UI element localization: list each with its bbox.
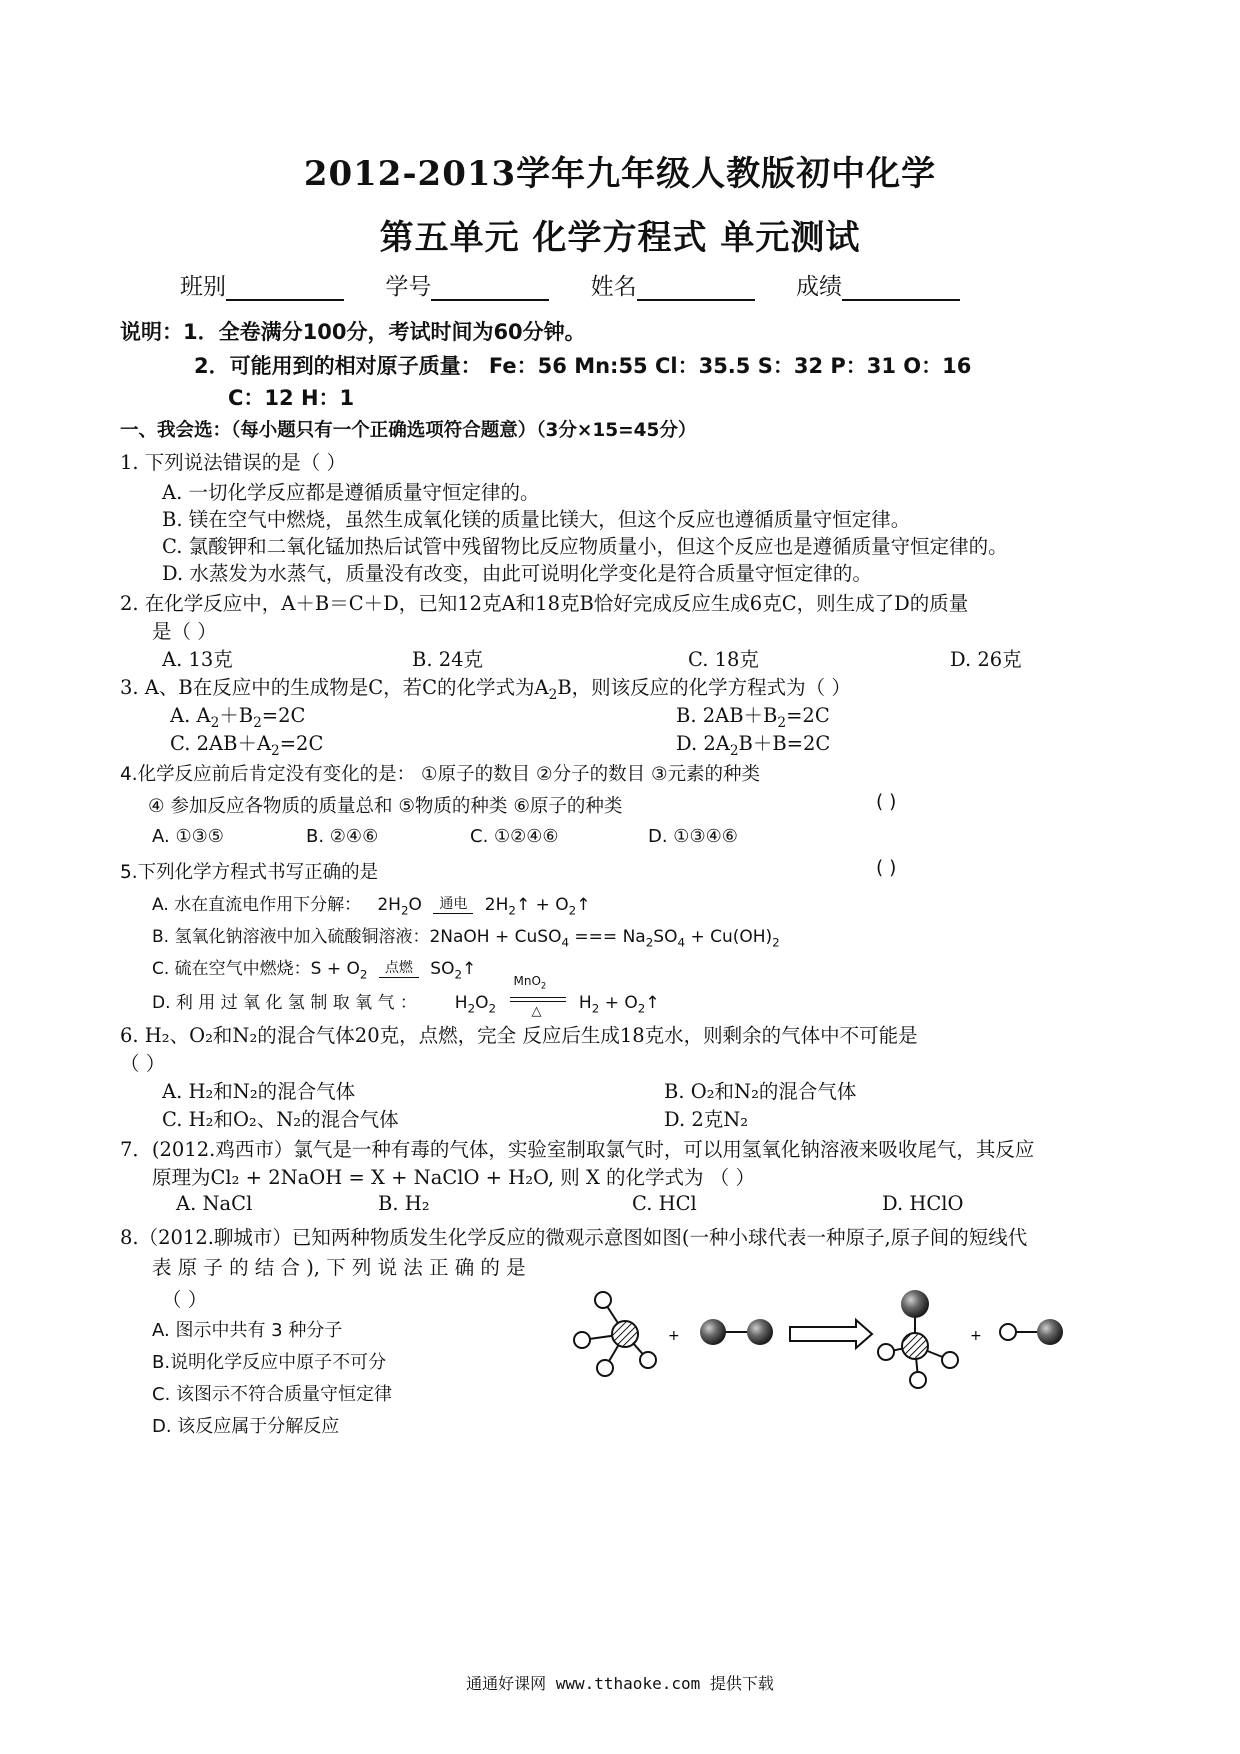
q6-option-a[interactable]: A. H₂和N₂的混合气体 bbox=[162, 1080, 356, 1103]
q5-option-b[interactable]: B. 氢氧化钠溶液中加入硫酸铜溶液：2NaOH + CuSO$_4$ === $Na_2SO_4 + Cu(OH)_2$ bbox=[152, 927, 780, 950]
reaction-microscopic-diagram bbox=[560, 1260, 1080, 1410]
class-blank[interactable] bbox=[226, 279, 344, 301]
q3-option-a[interactable]: A. $A_2+B_2=2C$ bbox=[170, 704, 306, 731]
q4-option-d[interactable]: D. ①③④⑥ bbox=[648, 826, 738, 847]
small-white-atom bbox=[1000, 1324, 1016, 1340]
q8-answer-bracket[interactable]: （ ） bbox=[162, 1288, 208, 1311]
q8-stem: 8.（2012.聊城市）已知两种物质发生化学反应的微观示意图如图(一种小球代表一种原子,原子间的短线代 bbox=[120, 1226, 1028, 1249]
q6-stem: 6. H₂、O₂和N₂的混合气体20克，点燃，完全 反应后生成18克水，则剩余的气体中不可能是 bbox=[120, 1024, 918, 1047]
catalyst-arrow bbox=[510, 974, 566, 1019]
footer-source: 通通好课网 www.tthaoke.com 提供下载 bbox=[466, 1674, 774, 1693]
q2-option-b[interactable]: B. 24克 bbox=[412, 648, 484, 671]
q4-answer-bracket[interactable]: ( ) bbox=[876, 792, 897, 813]
q3-option-c[interactable]: C. $2AB+A_2=2C$ bbox=[170, 732, 324, 759]
product-diatomic-molecule bbox=[1000, 1319, 1063, 1345]
q6-option-c[interactable]: C. H₂和O₂、N₂的混合气体 bbox=[162, 1108, 399, 1131]
q6-option-b[interactable]: B. O₂和N₂的混合气体 bbox=[664, 1080, 857, 1103]
student-id-blank[interactable] bbox=[431, 279, 549, 301]
q4-option-c[interactable]: C. ①②④⑥ bbox=[470, 826, 559, 847]
note-line-1: 说明：1．全卷满分100分，考试时间为60分钟。 bbox=[120, 320, 586, 344]
q1-option-b[interactable]: B. 镁在空气中燃烧，虽然生成氧化镁的质量比镁大，但这个反应也遵循质量守恒定律。 bbox=[162, 508, 911, 531]
reaction-arrow bbox=[790, 1320, 872, 1348]
q3-option-b[interactable]: B. $2AB+B_2=2C$ bbox=[676, 704, 830, 731]
q1-option-a[interactable]: A. 一切化学反应都是遵循质量守恒定律的。 bbox=[162, 481, 540, 504]
ignition-condition: 点燃 bbox=[379, 957, 419, 978]
q2-option-a[interactable]: A. 13克 bbox=[162, 648, 233, 671]
dark-atom bbox=[700, 1319, 726, 1345]
q5-option-c[interactable]: C. 硫在空气中燃烧：$S + O_2$ 点燃 $SO_2↑$ bbox=[152, 959, 477, 982]
q4-stem-cont: ④ 参加反应各物质的质量总和 ⑤物质的种类 ⑥原子的种类 bbox=[148, 796, 623, 817]
small-white-atom bbox=[574, 1332, 590, 1348]
page-subtitle: 第五单元 化学方程式 单元测试 bbox=[379, 218, 861, 258]
q7-option-b[interactable]: B. H₂ bbox=[378, 1192, 430, 1215]
dark-atom bbox=[1037, 1319, 1063, 1345]
q3-option-d[interactable]: D. $2A_2B+B=2C$ bbox=[676, 732, 831, 759]
small-white-atom bbox=[597, 1360, 613, 1376]
small-white-atom bbox=[595, 1292, 611, 1308]
class-field: 班别 bbox=[180, 268, 344, 301]
score-field: 成绩 bbox=[796, 268, 960, 301]
plus-sign: + bbox=[970, 1328, 982, 1344]
small-white-atom bbox=[640, 1352, 656, 1368]
q2-option-d[interactable]: D. 26克 bbox=[950, 648, 1022, 671]
q8-option-c[interactable]: C. 该图示不符合质量守恒定律 bbox=[152, 1384, 393, 1405]
q6-answer-bracket[interactable]: （ ） bbox=[120, 1052, 166, 1075]
name-field: 姓名 bbox=[591, 268, 755, 301]
q4-option-b[interactable]: B. ②④⑥ bbox=[306, 826, 379, 847]
q8-stem-cont: 表 原 子 的 结 合 ), 下 列 说 法 正 确 的 是 bbox=[152, 1256, 526, 1279]
q8-option-a[interactable]: A. 图示中共有 3 种分子 bbox=[152, 1320, 343, 1341]
q6-option-d[interactable]: D. 2克N₂ bbox=[664, 1108, 749, 1131]
student-id-field: 学号 bbox=[385, 268, 549, 301]
q3-stem: 3. A、B在反应中的生成物是C，若C的化学式为$A_2B$，则该反应的化学方程式为（ ） bbox=[120, 676, 851, 703]
q4-option-a[interactable]: A. ①③⑤ bbox=[152, 826, 224, 847]
q1-stem: 1. 下列说法错误的是（ ） bbox=[120, 451, 347, 474]
diatomic-dark-molecule bbox=[700, 1319, 773, 1345]
q5-answer-bracket[interactable]: ( ) bbox=[876, 858, 897, 879]
student-info-fields bbox=[180, 268, 994, 301]
note-line-2: 2．可能用到的相对原子质量： Fe：56 Mn:55 Cl：35.5 S：32 P：31 O：16 bbox=[194, 354, 972, 378]
score-blank[interactable] bbox=[842, 279, 960, 301]
name-blank[interactable] bbox=[637, 279, 755, 301]
product-molecule bbox=[878, 1290, 958, 1388]
page-title: 2012-2013学年九年级人教版初中化学 bbox=[303, 154, 937, 194]
q8-option-b[interactable]: B.说明化学反应中原子不可分 bbox=[152, 1352, 387, 1373]
q2-option-c[interactable]: C. 18克 bbox=[688, 648, 759, 671]
q5-option-d[interactable]: D. 利 用 过 氧 化 氢 制 取 氧 气 ： $H_2O_2$ MnO$_2$ △ $H_2$ + $O_2↑$ bbox=[152, 974, 660, 1019]
small-white-atom bbox=[910, 1372, 926, 1388]
q8-option-d[interactable]: D. 该反应属于分解反应 bbox=[152, 1416, 340, 1437]
q2-stem: 2. 在化学反应中，A＋B＝C＋D，已知12克A和18克B恰好完成反应生成6克C，则生成了D的质量 bbox=[120, 592, 969, 615]
small-white-atom bbox=[878, 1344, 894, 1360]
catalyst-label: MnO$_2$ bbox=[513, 974, 547, 991]
q7-option-d[interactable]: D. HClO bbox=[882, 1192, 964, 1215]
q7-option-a[interactable]: A. NaCl bbox=[176, 1192, 253, 1215]
q1-option-c[interactable]: C. 氯酸钾和二氧化锰加热后试管中残留物比反应物质量小，但这个反应也是遵循质量守恒定律的。 bbox=[162, 535, 1008, 558]
heat-symbol: △ bbox=[531, 1004, 542, 1019]
hatched-atom bbox=[612, 1321, 638, 1347]
q1-option-d[interactable]: D. 水蒸发为水蒸气，质量没有改变，由此可说明化学变化是符合质量守恒定律的。 bbox=[162, 562, 872, 585]
electrolysis-condition: 通电 bbox=[433, 893, 473, 914]
q5-option-a[interactable]: A. 水在直流电作用下分解： $2H_2O$ 通电 $2H_2↑$ + $O_2↑$ bbox=[152, 895, 591, 918]
small-white-atom bbox=[942, 1352, 958, 1368]
plus-sign: + bbox=[668, 1328, 680, 1344]
methane-like-molecule bbox=[574, 1292, 656, 1376]
q2-stem-cont: 是（ ） bbox=[152, 620, 217, 643]
section-heading: 一、我会选：（每小题只有一个正确选项符合题意）（3分×15=45分） bbox=[120, 420, 697, 441]
q4-stem: 4.化学反应前后肯定没有变化的是： ①原子的数目 ②分子的数目 ③元素的种类 bbox=[120, 764, 761, 785]
dark-atom bbox=[901, 1290, 929, 1318]
hatched-atom bbox=[902, 1333, 928, 1359]
q7-option-c[interactable]: C. HCl bbox=[632, 1192, 697, 1215]
note-line-3: C：12 H：1 bbox=[228, 386, 355, 410]
q5-stem: 5.下列化学方程式书写正确的是 bbox=[120, 862, 379, 883]
q7-stem: 7．(2012.鸡西市）氯气是一种有毒的气体，实验室制取氯气时，可以用氢氧化钠溶液来吸收尾气，其反应 bbox=[120, 1138, 1035, 1161]
dark-atom bbox=[747, 1319, 773, 1345]
q7-stem-cont: 原理为Cl₂ + 2NaOH = X + NaClO + H₂O, 则 X 的化学式为 （ ） bbox=[152, 1166, 755, 1189]
